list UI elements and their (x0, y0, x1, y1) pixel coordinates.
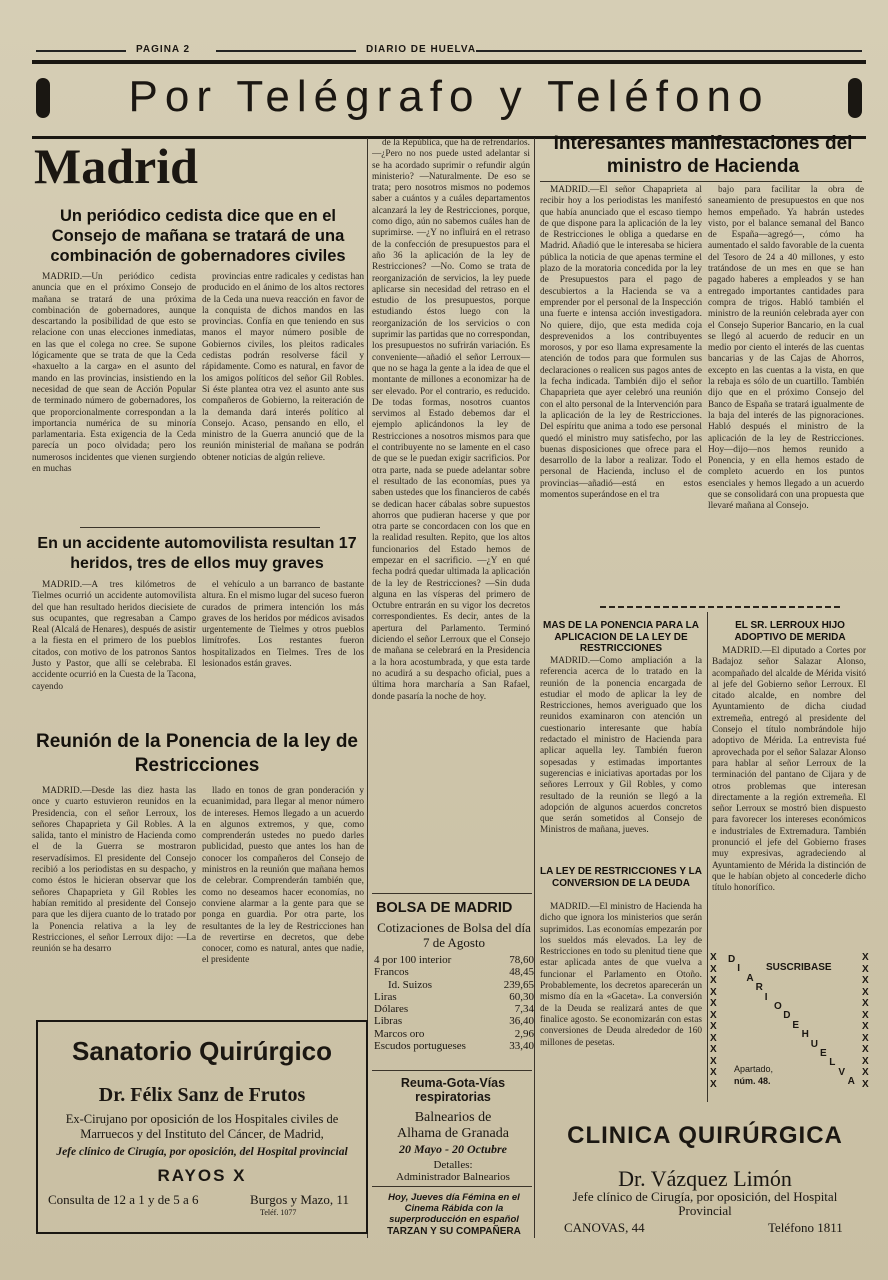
clinica-ad (540, 1112, 870, 1242)
stock-name: Dólares (374, 1003, 409, 1016)
article-text: MADRID.—El señor Chapaprieta al recibir hoy a los periodistas les manifestó que había anunciado que el escaso tiempo de que dispone para la aplicación de la ley de Restricciones le obliga a quedarse en Madrid. Añadió que le interesaba se hiciera pública la noticia de que apenas termine el plazo de la moratoria concedida por la ley de Presupuestos para el pago de descubiertos a la Hacienda se va a emprender por el personal de la Inspección una fuerte e intensa acción investigadora. No quiere, dijo, que esta medida coja desprevenidos a los contribuyentes morosos, y por eso llama expresamente la atención de todos para que formulen sus declaraciones o realicen sus pagos antes de la fecha indicada. También dijo el señor Chapaprieta que ayer celebró una reunión con el alto personal de la Intervención para la aplicación de la ley de Restricciones. Del espíritu que anima a todo ese personal quedó el ministro muy satisfecho, por las buenas disposiciones que ofrece para el desarrollo de la labor a realizar. Todo el personal de Hacienda, incluso el de provincias—añadió—está en estos momentos superándose en el tra (540, 185, 702, 501)
stock-row (374, 1003, 534, 1015)
separator (372, 1186, 532, 1187)
separator (600, 606, 840, 608)
balneario-line: Balnearios de (414, 1110, 492, 1125)
bolsa-title: BOLSA DE MADRID (376, 900, 513, 916)
article-column (32, 786, 196, 1008)
article-text: llado en tonos de gran ponderación y ecuanimidad, para llegar al menor número de intereses. Hemos llegado a un acuerdo en algunos extremos, y que, como comprenderán ustedes no puedo darles publicidad, puesto que antes los han de conocer los compañeros del Consejo de ministros en la reunión que mañana hemos de celebrar. Comprenderán también que, como no deseamos hacer economías, no conviene alarmar a la gente para que se ponga en guardia. Por otra parte, los resultantes de la ley de Restricciones han de revertirse en decretos, que debe conocer, como es natural, antes que nadie, el presidente (202, 786, 364, 966)
stock-row (374, 1015, 534, 1027)
article-text: MADRID.—A tres kilómetros de Tielmes ocurrió un accidente automovilista del que han resultado heridos diecisiete de sus ocupantes, que regresaban a Campo Real (Alcalá de Henares), después de asistir a la fiesta en el primero de los pueblos citados, con motivo de los patronos Santos Justo y Pastor, que allí se celebraba. El accidente ocurrió en la Cuesta de la Tacona, cayendo (32, 580, 196, 692)
article-column (372, 138, 530, 890)
running-head (36, 42, 862, 58)
separator (372, 893, 532, 894)
phone: Teléf. 1077 (260, 1208, 297, 1217)
stock-name: Liras (374, 990, 397, 1003)
headline-accidente: En un accidente automovilista resultan 17 heridos, tres de ellos muy graves (37, 535, 357, 572)
cine-ad-text: Hoy, Jueves día Fémina en el Cinema Rábida con la superproducción en español (388, 1192, 520, 1225)
separator (372, 1070, 532, 1071)
headline-ponencia: Reunión de la Ponencia de la ley de Restricciones (35, 731, 359, 776)
article-column (540, 902, 702, 1104)
rayos-x: RAYOS X (157, 1166, 247, 1185)
suscribase-ad (710, 952, 872, 1104)
stock-name: Escudos portugueses (374, 1040, 466, 1053)
article-column (202, 786, 364, 1008)
doctor-name: Dr. Félix Sanz de Frutos (98, 1084, 306, 1106)
diagonal-letter: A (746, 972, 754, 984)
stock-name: Libras (374, 1015, 403, 1028)
balneario-line: Reuma-Gota-Vías respiratorias (400, 1076, 506, 1104)
stock-name: Id. Suizos (388, 978, 432, 991)
article-column (202, 272, 364, 522)
rule (36, 50, 126, 52)
clinica-phone: Teléfono 1811 (768, 1220, 843, 1235)
stock-name: 4 por 100 interior (374, 954, 452, 966)
article-column (540, 656, 702, 860)
diagonal-letter: D (783, 1010, 791, 1022)
article-text: provincias entre radicales y cedistas han producido en el ánimo de los altos rectores de la Ceda una nueva reacción en favor de la conquista de dichos mandos en las provincias. Confía en que teniendo en sus manos el mayor número posible de Gobiernos civiles, los pleitos radicales cedistas podrán resolverse fácil y rápidamente. Como es natural, en favor de los amigos políticos del señor Gil Robles. Si éste plantea otra vez el asunto ante sus compañeros de Gobierno, la reiteración de la demanda dará interés político al Consejo. Acaso, pensando en ello, el ministro de la Guerra anunció que de la reunión ministerial de mañana se podrán obtener noticias de algún relieve. (202, 272, 364, 463)
article-column (32, 272, 196, 522)
page-label: PAGINA 2 (136, 44, 191, 55)
headline-conversion-deuda: LA LEY DE RESTRICCIONES Y LA CONVERSION DE LA DEUDA (540, 866, 702, 889)
apartado-num: núm. 48. (734, 1076, 771, 1086)
stock-row (374, 966, 534, 978)
stock-row (374, 1028, 534, 1040)
article-text: bajo para facilitar la obra de saneamiento de presupuestos en que nos hemos empeñado. Ya habrán ustedes visto, por el balance semanal del Banco de España—agregó—, cómo ha aumentado el saldo favorable de la cuenta del Tesoro de 24 a 40 millones, y esto tratándose de un mes en que se han pagado haberes a empleados y se han entregado importantes cantidades para compra de trigos. Habló también el ministro de la reunión celebrada ayer con el Consejo Superior Bancario, en la cual se llegó al acuerdo de reducir en un medio por ciento el interés de las cuentas bancarias y de las Cajas de Ahorros, excepto en las cuentas a la vista, en que la rebaja es sólo de un cuartillo. También dijo que en el próximo Consejo del Banco de España se tratará igualmente de la baja del interés de las pignoraciones. Habló después el ministro de la aplicación de la ley de Restricciones. Hoy—dijo—nos hemos reunido a Ponencia, y en ella hemos estado de completo acuerdo en los puntos esenciales y hemos llegado a un acuerdo que se consolidará con una propuesta que llevaré mañana al Consejo. (708, 185, 864, 512)
diagonal-letter: I (764, 991, 768, 1003)
article-text: MADRID.—Un periódico cedista anuncia que en el próximo Consejo de mañana se tratará de una próxima combinación de gobernadores, aunque descartando la posibilidad de que esto se relacione con unas elecciones inmediatas, en las que el colega no cree. Se supone lógicamente que se trata de que la Ceda «haxuelto a la carga» en el asunto del mando en las provincias, insistiendo en la necesidad de que sean de Acción Popular de terminado número de gobernadores, los que proporcionalmente correspondan a la importancia numérica de su minoría parlamentaria. Esta exigencia de la Ceda parecía un poco olvidada; pero los numerosos incidentes que vienen surgiendo en muchas (32, 272, 196, 475)
diagonal-letter: H (801, 1029, 809, 1041)
diagonal-letter: D (728, 954, 736, 965)
article-text: MADRID.—Desde las diez hasta las once y cuarto estuvieron reunidos en la Presidencia, con el señor Lerroux, los señores Chapaprieta y Gil Robles. A la salida, tanto el ministro de Hacienda como el de la Guerra se mostraron reservadísimos. El presidente del Consejo recibió a los periodistas en su despacho, y como éstos le hicieran observar que los señores Chapaprieta y Gil Robles les habían remitido al presidente del Consejo para que les dijera cuanto de lo tratado por la Ponencia relativa a la ley de Restricciones, el señor Lerroux dijo: —La reunión se ha desarro (32, 786, 196, 955)
diagonal-letter: I (737, 963, 740, 975)
section-banner (32, 60, 866, 139)
stock-row (374, 979, 534, 991)
ornament-icon (848, 78, 862, 118)
bolsa-subtitle: Cotizaciones de Bolsa del día 7 de Agosto (377, 920, 531, 950)
diagonal-letter: A (847, 1076, 855, 1088)
stock-value: 33,40 (509, 1040, 534, 1053)
stock-value: 2,96 (514, 1027, 534, 1040)
diagonal-letter: L (829, 1057, 836, 1069)
diagonal-letter: V (838, 1066, 846, 1078)
stock-row (374, 991, 534, 1003)
article-column (708, 185, 864, 595)
headline-periodico-cedista: Un periódico cedista dice que en el Consejo de mañana se tratará de una combinación de gobernadores civiles (50, 207, 346, 265)
clinica-address: CANOVAS, 44 (564, 1220, 645, 1235)
diagonal-letter: E (820, 1048, 827, 1059)
stock-value: 78,60 (509, 954, 534, 966)
cine-ad-title: TARZAN Y SU COMPAÑERA (387, 1226, 521, 1237)
column-rule (707, 612, 708, 1102)
article-text: MADRID.—Como ampliación a la referencia acerca de lo tratado en la reunión de la ponencia encargada de estudiar el modo de aplicar la ley de Restricciones, hemos averiguado que los reunidos examinaron con atención un cuestionario interesante que había redactado el ministro de Hacienda para aplicar aquella ley. También fueron sopesadas y estimadas importantes sugerencias e iniciativas aportadas por los señores Lerroux y Gil Robles, y como resultado de la reunión se llegó a la adopción de algunos acuerdos concretos que serán sometidos al Consejo de Ministros de mañana, jueves. (540, 656, 702, 836)
suscribase-title: SUSCRIBASE (766, 962, 832, 973)
consulta-hours: Consulta de 12 a 1 y de 5 a 6 (48, 1192, 199, 1207)
diagonal-letter: E (792, 1019, 800, 1031)
headline-mas-ponencia: MAS DE LA PONENCIA PARA LA APLICACION DE LA LEY DE RESTRICCIONES (543, 620, 699, 654)
article-text: MADRID.—El diputado a Cortes por Badajoz señor Salazar Alonso, acompañado del alcalde de Mérida visitó al jefe del Gobierno señor Lerroux. El citado alcalde, en nombre del Ayuntamiento de dicha ciudad extremeña, entregó al presidente del Consejo el título nombrándole hijo adoptivo de Mérida. La entrevista fué aprovechada por el señor Salazar Alonso para hablar al señor Lerroux de la terminación del pantano de Cijara y de otros problemas que interesan directamente a la región extremeña. El señor Lerroux se mostró bien dispuesto para favorecer los intereses económicos e industriales de Extremadura. También pronunció el jefe del Gobierno frases muy expresivas, agradeciendo al Ayuntamiento de Mérida la distinción de que le habían objeto al concederle dicho título honorífico. (712, 646, 866, 894)
banner-title: Por Telégrafo y Teléfono (128, 72, 770, 121)
x-border-left: XXXXXXXXXXXX (710, 952, 717, 1090)
article-text: de la República, que ha de refrendarlos. —¿Pero no nos puede usted adelantar si se ha acordado suprimir o refundir algún ministerio? —Naturalmente. De eso se trata; pero nosotros mismos no podemos saber a cuántos y a cuáles departamentos alcanzará la ley de Restricciones, porque, como digo, aún no sabemos cuáles han de suprimirse. —¿Y no influirá en el retraso de la confección de presupuestos para el año 36 la aplicación de la ley de Restricciones? —No. Como se trata de reorganización de servicios, la ley puede aplicarse sin necesidad del retraso en el estudio de los presupuestos, porque estudiando éstos luego con la reorganización de los servicios o con suprimir las partidas que no correspondan, los presupuestos no sufrirán variación. Es conveniente—añadió el señor Lerroux—que no se haga la gente a la idea de que el montante de millones a economizar ha de ser elevado. Por el contrario, es reducido. De todas formas, nosotros cuantos servimos al Estado debemos dar el ejemplo aplicándonos la ley de Restricciones a nosotros mismos para que el contribuyente no se lamente en el caso de que se le puedan exigir sacrificios. Por otra parte, nada se puede adelantar sobre el resultado de las economías, pues ya saben ustedes que los financieros de cabés se dedican hacer cábalas sobre supuestos ahorros que pudieran hacerse y que por otra parte se concordacen con los que en la realidad resulten. Repito, que los altos funcionarios del Estado hemos de empezar en el sacrificio. —¿Y en qué fecha podrá quedar ultimada la aplicación de la ley de Restricciones? —Sin duda alguna en las vísperas del primero de Octubre entrarán en su vigor los decretos correspondientes. Es decir, antes de la apertura del Parlamento. Terminó diciendo el señor Lerroux que el Consejo de mañana se celebrará en la Presidencia a la hora acostumbrada, y que esta tarde no acudirá a su despacho oficial, pues a última hora marcharía a San Rafael, donde pasaría la noche de hoy. (372, 138, 530, 702)
stock-name: Marcos oro (374, 1027, 425, 1040)
article-column (712, 646, 866, 946)
headline-hacienda: Interesantes manifestaciones del ministro de Hacienda (553, 133, 853, 177)
bolsa-table (374, 954, 534, 1052)
stock-value: 239,65 (503, 978, 534, 991)
article-text: el vehículo a un barranco de bastante altura. En el mismo lugar del suceso fueron curados de primera intención los más graves de los heridos por médicos avisados urgentemente de Tielmes y otros pueblos limítrofes. Los restantes fueron hospitalizados en Tielmes. Tres de los lesionados están graves. (202, 580, 364, 670)
rule (476, 50, 862, 52)
balneario-line: Detalles: (433, 1159, 473, 1171)
balneario-line: Administrador Balnearios (396, 1171, 510, 1183)
stock-value: 48,45 (509, 966, 534, 979)
address: Burgos y Mazo, 11 (250, 1192, 349, 1207)
column-rule (534, 138, 535, 1238)
rule (216, 50, 356, 52)
separator (540, 181, 862, 182)
balneario-ad (370, 1076, 536, 1183)
headline-merida: EL SR. LERROUX HIJO ADOPTIVO DE MERIDA (734, 620, 846, 643)
clinica-credentials: Jefe clínico de Cirugía, por oposición, del Hospital Provincial (572, 1189, 838, 1218)
x-border-right: XXXXXXXXXXXX (862, 952, 869, 1090)
clinica-doctor: Dr. Vázquez Limón (618, 1166, 792, 1191)
clinica-title: CLINICA QUIRÚRGICA (567, 1122, 843, 1149)
credentials-jefe: Jefe clínico de Cirugía, por oposición, del Hospital provincial (56, 1146, 348, 1158)
article-column (32, 580, 196, 720)
article-column (540, 185, 702, 595)
diagonal-letter: R (755, 982, 763, 994)
diagonal-letter: O (774, 1001, 782, 1012)
stock-name: Francos (374, 966, 409, 979)
sanatorio-ad (36, 1020, 368, 1234)
section-title-madrid: Madrid (34, 138, 198, 194)
balneario-dates: 20 Mayo - 20 Octubre (399, 1142, 507, 1156)
paper-name: DIARIO DE HUELVA (366, 44, 477, 55)
apartado: Apartado, (734, 1064, 774, 1074)
diagonal-letter: U (810, 1038, 819, 1050)
stock-row (374, 954, 534, 966)
stock-value: 60,30 (509, 990, 534, 1003)
stock-row (374, 1040, 534, 1052)
stock-value: 36,40 (509, 1015, 534, 1028)
stock-value: 7,34 (514, 1003, 534, 1016)
sanatorio-title: Sanatorio Quirúrgico (71, 1036, 333, 1066)
credentials: Ex-Cirujano por oposición de los Hospitales civiles de Marruecos y del Instituto del Cáncer, de Madrid, (65, 1112, 339, 1141)
separator (80, 527, 320, 528)
article-column (202, 580, 364, 720)
balneario-line: Alhama de Granada (397, 1126, 509, 1141)
article-text: MADRID.—El ministro de Hacienda ha dicho que ignora los ministerios que serán suprimidos. Las economías empezarán por los sueldos más elevados. La ley de Restricciones en todo su plenitud tiene que estar aplicada antes de que vuelva a funcionar el Parlamento en Otoño. Probablemente, los decretos aparecerán un mismo día en la «Gaceta». La conversión de la Deuda se realizará antes de que finalice agosto. Se economizarán con estas conversiones de Deuda alrededor de 160 millones de pesetas. (540, 902, 702, 1048)
